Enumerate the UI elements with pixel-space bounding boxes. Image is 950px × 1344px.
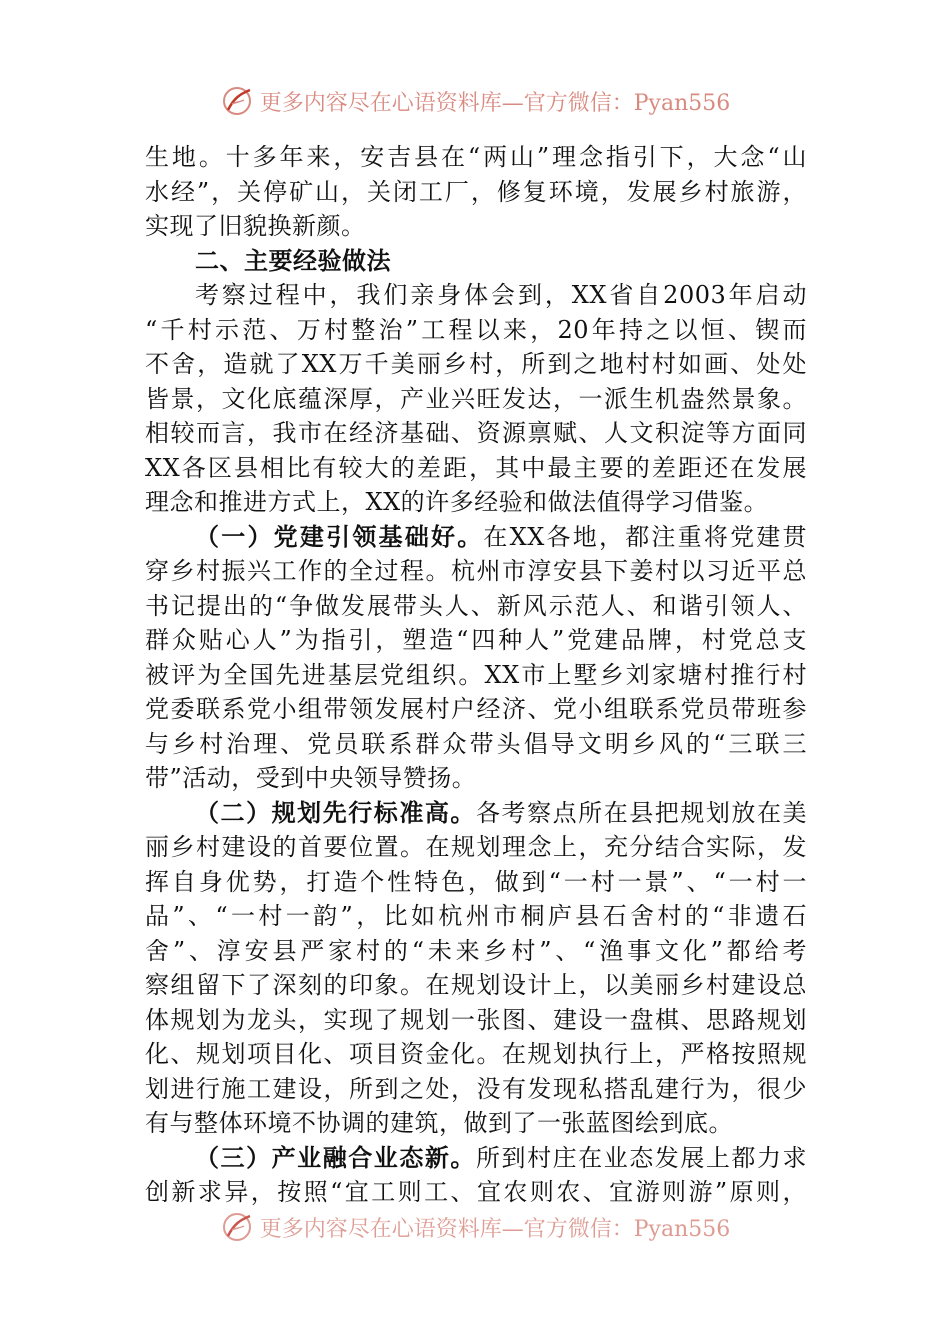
text-line: 与乡村治理、党员联系群众带头倡导文明乡风的“三联三 [145,729,807,758]
text-line [145,520,807,555]
text-line: 丽乡村建设的首要位置。在规划理念上，充分结合实际，发 [145,833,807,861]
text-line: 划进行施工建设，所到之处，没有发现私搭乱建行为，很少 [145,1074,807,1103]
text-line: 不舍，造就了XX万千美丽乡村，所到之地村村如画、处处 [145,350,807,378]
section-heading: （三）产业融合业态新。 [195,1142,476,1172]
text-line: 带”活动，受到中央领导赞扬。 [145,764,477,792]
text-line: 挥自身优势，打造个性特色，做到“一村一景”、“一村一 [145,867,807,896]
text-line: XX各区县相比有较大的差距，其中最主要的差距还在发展 [145,453,807,482]
watermark-header [0,84,950,118]
text-line: 皆景，文化底蕴深厚，产业兴旺发达，一派生机盎然景象。 [145,384,807,413]
line-text: 在XX各地，都注重将党建贯 [483,522,808,551]
section-heading: （二）规划先行标准高。 [195,797,476,827]
text-line: 穿乡村振兴工作的全过程。杭州市淳安县下姜村以习近平总 [145,557,807,585]
text-line: 舍”、淳安县严家村的“未来乡村”、“渔事文化”都给考 [145,936,807,965]
watermark-logo-icon [220,1210,254,1244]
line-text: 所到村庄在业态发展上都力求 [475,1143,808,1172]
text-line: 群众贴心人”为指引，塑造“四种人”党建品牌，村党总支 [145,626,807,654]
section-heading: （一）党建引领基础好。 [195,521,484,551]
text-line: 有与整体环境不协调的建筑，做到了一张蓝图绘到底。 [145,1109,733,1137]
text-line: 化、规划项目化、项目资金化。在规划执行上，严格按照规 [145,1040,807,1068]
text-line: 理念和推进方式上，XX的许多经验和做法值得学习借鉴。 [145,488,769,516]
text-line: 水经”，关停矿山，关闭工厂，修复环境，发展乡村旅游， [145,177,807,206]
text-line: 党委联系党小组带领发展村户经济、党小组联系党员带班参 [145,695,807,723]
watermark-footer [0,1210,950,1244]
line-text: 各考察点所在县把规划放在美 [475,798,808,827]
text-line: 察组留下了深刻的印象。在规划设计上，以美丽乡村建设总 [145,971,807,999]
text-line: 被评为全国先进基层党组织。XX市上墅乡刘家塘村推行村 [145,660,807,689]
watermark-text: 更多内容尽在心语资料库—官方微信：Pyan556 [259,90,731,116]
text-line [145,796,807,831]
text-line: 相较而言，我市在经济基础、资源禀赋、人文积淀等方面同 [145,419,807,447]
text-line: 实现了旧貌换新颜。 [145,212,366,240]
text-line: 二、主要经验做法 [195,246,391,275]
text-line [145,1141,807,1176]
text-line: 考察过程中，我们亲身体会到，XX省自2003年启动 [195,281,807,309]
text-line: 书记提出的“争做发展带头人、新风示范人、和谐引领人、 [145,591,807,620]
document-body [145,140,807,1210]
text-line: 创新求异，按照“宜工则工、宜农则农、宜游则游”原则， [145,1178,807,1206]
text-line: “千村示范、万村整治”工程以来，20年持之以恒、锲而 [145,315,807,344]
text-line: 品”、“一村一韵”，比如杭州市桐庐县石舍村的“非遗石 [145,902,807,930]
text-line: 体规划为龙头，实现了规划一张图、建设一盘棋、思路规划 [145,1005,807,1034]
watermark-logo-icon [220,84,254,118]
watermark-text: 更多内容尽在心语资料库—官方微信：Pyan556 [259,1216,731,1242]
text-line: 生地。十多年来，安吉县在“两山”理念指引下，大念“山 [145,143,807,171]
